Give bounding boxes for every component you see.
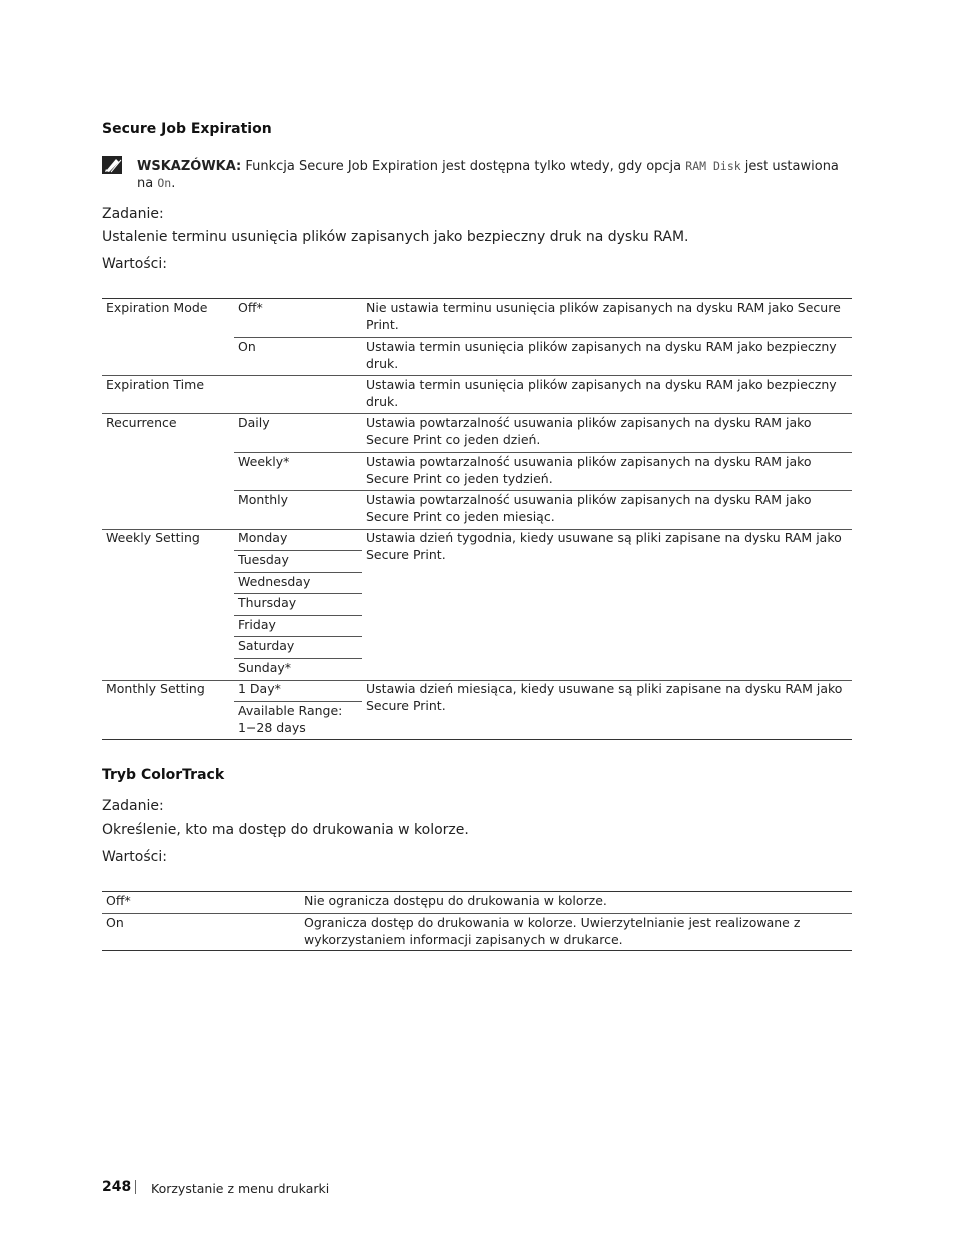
task-text: Ustalenie terminu usunięcia plików zapisanych jako bezpieczny druk na dysku RAM. xyxy=(102,229,689,245)
param-recurrence: Recurrence xyxy=(106,415,177,430)
day-sunday: Sunday* xyxy=(238,660,292,675)
desc-on: Ogranicza dostęp do drukowania w kolorze. Uwierzytelnianie jest realizowane z wykorzystaniem informacji zapisanych w drukarce. xyxy=(304,915,801,947)
desc-off: Nie ustawia terminu usunięcia plików zapisanych na dysku RAM jako Secure Print. xyxy=(366,300,841,332)
desc-weekly-setting: Ustawia dzień tygodnia, kiedy usuwane są pliki zapisane na dysku RAM jako Secure Print. xyxy=(366,530,842,562)
param-weekly-setting: Weekly Setting xyxy=(106,530,200,545)
value-off: Off* xyxy=(238,300,263,315)
param-monthly-setting: Monthly Setting xyxy=(106,681,205,696)
values-label: Wartości: xyxy=(102,849,167,865)
note-text-part: Funkcja Secure Job Expiration jest dostępna tylko wtedy, gdy opcja xyxy=(241,159,686,174)
table-bottom-border xyxy=(102,739,852,740)
value-1-day: 1 Day* xyxy=(238,681,281,696)
day-thursday: Thursday xyxy=(238,595,297,610)
day-divider xyxy=(234,572,362,573)
day-divider xyxy=(234,615,362,616)
day-friday: Friday xyxy=(238,617,276,632)
value-monthly: Monthly xyxy=(238,492,289,507)
footer-chapter: Korzystanie z menu drukarki xyxy=(151,1181,330,1196)
note-text-part: jest ustawiona na xyxy=(137,159,839,191)
desc-expiration-time: Ustawia termin usunięcia plików zapisanych na dysku RAM jako bezpieczny druk. xyxy=(366,377,837,409)
desc-weekly: Ustawia powtarzalność usuwania plików zapisanych na dysku RAM jako Secure Print co jeden tydzień. xyxy=(366,454,812,486)
value-daily: Daily xyxy=(238,415,270,430)
task-label: Zadanie: xyxy=(102,206,164,222)
desc-monthly: Ustawia powtarzalność usuwania plików zapisanych na dysku RAM jako Secure Print co jeden miesiąc. xyxy=(366,492,812,524)
day-divider xyxy=(234,658,362,659)
desc-monthly-setting: Ustawia dzień miesiąca, kiedy usuwane są pliki zapisane na dysku RAM jako Secure Print. xyxy=(366,681,843,713)
table-top-border xyxy=(102,298,852,299)
day-saturday: Saturday xyxy=(238,638,295,653)
day-divider xyxy=(234,636,362,637)
row-divider xyxy=(102,913,852,914)
desc-on: Ustawia termin usunięcia plików zapisanych na dysku RAM jako bezpieczny druk. xyxy=(366,339,837,371)
task-text: Określenie, kto ma dostęp do drukowania w kolorze. xyxy=(102,822,469,838)
page-number: 248 xyxy=(102,1179,132,1195)
value-weekly: Weekly* xyxy=(238,454,290,469)
day-divider xyxy=(234,701,362,702)
note-pencil-icon xyxy=(102,156,122,174)
note-text xyxy=(137,158,852,192)
section-title-colortrack: Tryb ColorTrack xyxy=(102,767,225,783)
table-bottom-border xyxy=(102,950,852,951)
param-expiration-time: Expiration Time xyxy=(106,377,205,392)
section-title-secure-job-expiration: Secure Job Expiration xyxy=(102,121,272,137)
note-label: WSKAZÓWKA: xyxy=(137,159,242,174)
value-on: On xyxy=(106,915,124,930)
desc-daily: Ustawia powtarzalność usuwania plików zapisanych na dysku RAM jako Secure Print co jeden dzień. xyxy=(366,415,812,447)
value-on: On xyxy=(238,339,256,354)
day-divider xyxy=(234,550,362,551)
day-monday: Monday xyxy=(238,530,288,545)
param-expiration-mode: Expiration Mode xyxy=(106,300,208,315)
value-available-range: Available Range: 1−28 days xyxy=(238,703,343,735)
note-text-part: . xyxy=(171,176,176,191)
day-wednesday: Wednesday xyxy=(238,574,311,589)
footer-divider xyxy=(135,1180,136,1194)
row-divider xyxy=(234,337,852,338)
value-off: Off* xyxy=(106,893,131,908)
note-code-on: On xyxy=(157,176,172,190)
day-tuesday: Tuesday xyxy=(238,552,289,567)
desc-off: Nie ogranicza dostępu do drukowania w kolorze. xyxy=(304,893,607,908)
note-code-ram-disk: RAM Disk xyxy=(685,159,741,173)
values-label: Wartości: xyxy=(102,256,167,272)
row-divider xyxy=(234,490,852,491)
row-divider xyxy=(102,413,852,414)
day-divider xyxy=(234,593,362,594)
row-divider xyxy=(102,375,852,376)
task-label: Zadanie: xyxy=(102,798,164,814)
row-divider xyxy=(234,452,852,453)
table-top-border xyxy=(102,891,852,892)
